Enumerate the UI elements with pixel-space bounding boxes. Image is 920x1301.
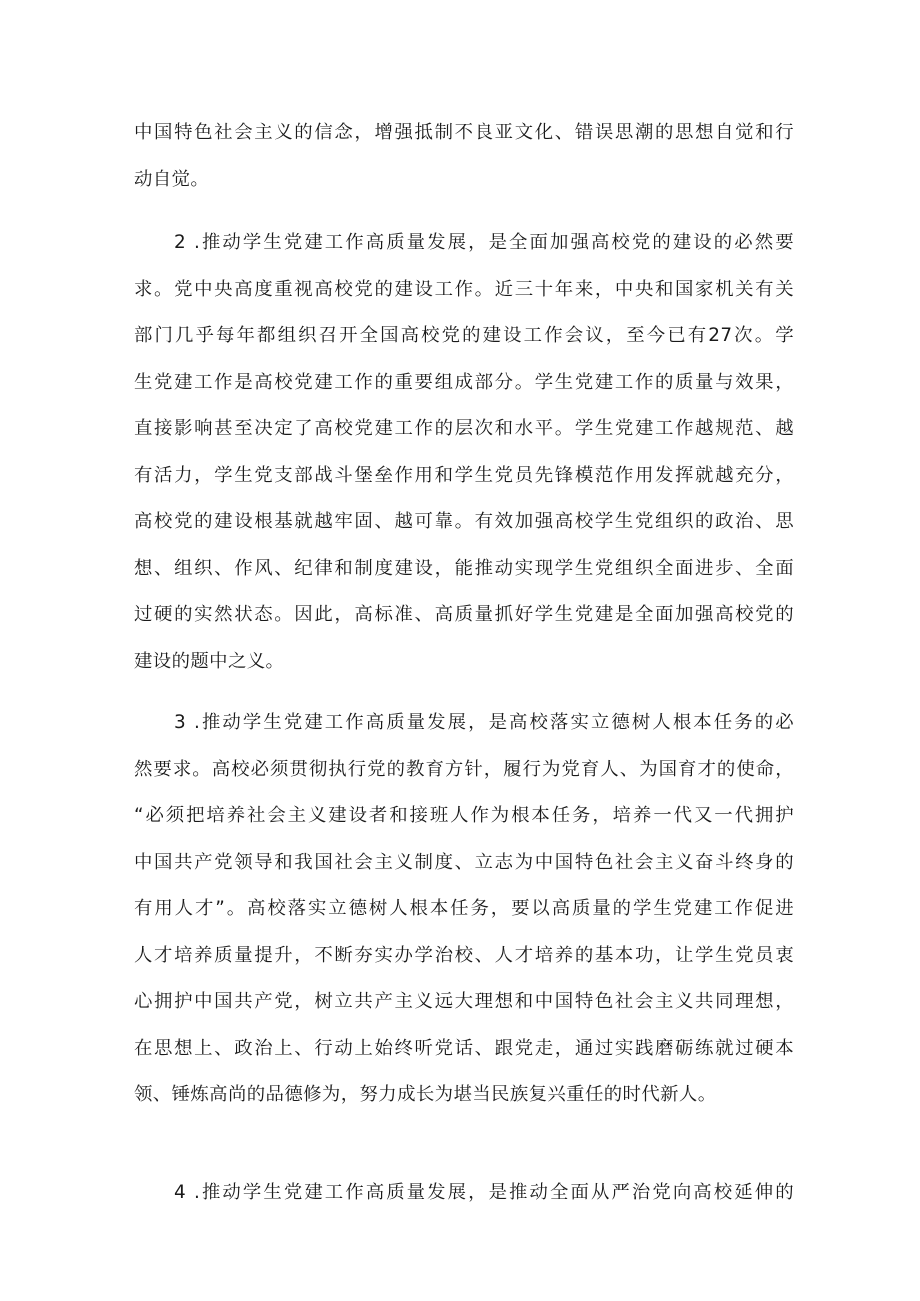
- paragraph-line: 中国特色社会主义的信念，增强抵制不良亚文化、错误思潮的思想自觉和行: [134, 122, 794, 143]
- paragraph-line: 然要求。高校必须贯彻执行党的教育方针，履行为党育人、为国育才的使命，: [134, 758, 794, 780]
- paragraph-line: 领、锤炼高尚的品德修为，努力成长为堪当民族复兴重任的时代新人。: [134, 1084, 717, 1105]
- paragraph-line: 在思想上、政治上、行动上始终听党话、跟党走，通过实践磨砺练就过硬本: [134, 1037, 794, 1059]
- paragraph-line: 生党建工作是高校党建工作的重要组成部分。学生党建工作的质量与效果，: [134, 371, 794, 393]
- paragraph-line: 有用人才”。高校落实立德树人根本任务，要以高质量的学生党建工作促进: [134, 898, 794, 919]
- paragraph-line: 2 .推动学生党建工作高质量发展，是全面加强高校党的建设的必然要: [174, 232, 794, 253]
- paragraph-line: 建设的题中之义。: [134, 650, 285, 672]
- paragraph-line: 求。党中央高度重视高校党的建设工作。近三十年来，中央和国家机关有关: [134, 278, 794, 300]
- paragraph-line: 人才培养质量提升，不断夯实办学治校、人才培养的基本功，让学生党员衷: [134, 944, 794, 966]
- paragraph-line: 动自觉。: [134, 168, 210, 190]
- paragraph-line: 部门几乎每年都组织召开全国高校党的建设工作会议，至今已有27次。学: [134, 325, 794, 346]
- paragraph-line: 心拥护中国共产党，树立共产主义远大理想和中国特色社会主义共同理想，: [134, 991, 794, 1012]
- paragraph-line: “必须把培养社会主义建设者和接班人作为根本任务，培养一代又一代拥护: [134, 805, 794, 826]
- paragraph-line: 中国共产党领导和我国社会主义制度、立志为中国特色社会主义奋斗终身的: [134, 851, 794, 873]
- paragraph-3: [134, 700, 794, 1119]
- paragraph-line: 3 .推动学生党建工作高质量发展，是高校落实立德树人根本任务的必: [174, 712, 794, 733]
- paragraph-line: 过硬的实然状态。因此，高标准、高质量抓好学生党建是全面加强高校党的: [134, 604, 794, 625]
- paragraph-1: [134, 110, 794, 203]
- paragraph-line: 想、组织、作风、纪律和制度建设，能推动实现学生党组织全面进步、全面: [134, 557, 794, 579]
- paragraph-line: 直接影响甚至决定了高校党建工作的层次和水平。学生党建工作越规范、越: [134, 418, 794, 439]
- paragraph-line: 高校党的建设根基就越牢固、越可靠。有效加强高校学生党组织的政治、思: [134, 511, 794, 532]
- paragraph-line: 有活力，学生党支部战斗堡垒作用和学生党员先锋模范作用发挥就越充分，: [134, 464, 794, 486]
- paragraph-2: [134, 220, 794, 685]
- paragraph-line: 4 .推动学生党建工作高质量发展，是推动全面从严治党向高校延伸的: [174, 1182, 794, 1203]
- paragraph-4: [134, 1170, 794, 1217]
